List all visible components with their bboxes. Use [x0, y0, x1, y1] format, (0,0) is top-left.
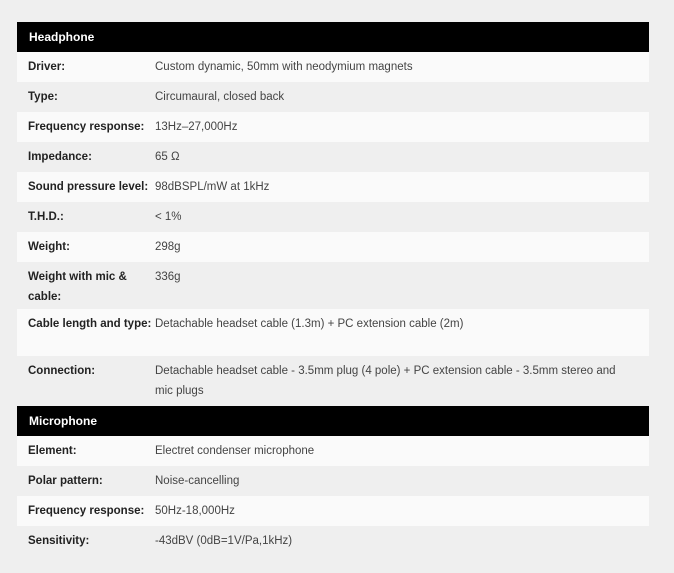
spec-label: Polar pattern: — [28, 475, 103, 487]
spec-label: T.H.D.: — [28, 211, 64, 223]
spec-value: Detachable headset cable - 3.5mm plug (4 pole) + PC extension cable - 3.5mm stereo and mic plugs — [155, 365, 616, 397]
spec-row-polar-pattern — [17, 466, 649, 496]
spec-row-sensitivity — [17, 526, 649, 556]
spec-value: Circumaural, closed back — [155, 91, 285, 103]
spec-value: 65 Ω — [155, 151, 180, 163]
spec-label: Frequency response: — [28, 121, 145, 133]
spec-row-mic-frequency-response — [17, 496, 649, 526]
spec-value: 50Hz-18,000Hz — [155, 505, 235, 517]
spec-label: Type: — [28, 91, 58, 103]
section-header-headphone: Headphone — [17, 22, 649, 52]
spec-row-frequency-response — [17, 112, 649, 142]
spec-table — [17, 22, 649, 556]
spec-value: Electret condenser microphone — [155, 445, 315, 457]
spec-value: Detachable headset cable (1.3m) + PC extension cable (2m) — [155, 318, 464, 330]
spec-row-cable-length-type — [17, 309, 649, 356]
spec-label: Weight with mic & cable: — [28, 271, 127, 303]
spec-row-sound-pressure-level — [17, 172, 649, 202]
spec-row-element — [17, 436, 649, 466]
spec-label: Weight: — [28, 241, 70, 253]
spec-row-weight — [17, 232, 649, 262]
section-header-microphone: Microphone — [17, 406, 649, 436]
spec-row-type — [17, 82, 649, 112]
spec-value: 336g — [155, 271, 181, 283]
spec-row-thd — [17, 202, 649, 232]
spec-value: 13Hz–27,000Hz — [155, 121, 238, 133]
spec-row-driver — [17, 52, 649, 82]
spec-row-weight-with-mic-cable — [17, 262, 649, 309]
spec-row-connection — [17, 356, 649, 406]
spec-value: Noise-cancelling — [155, 475, 240, 487]
spec-value: 298g — [155, 241, 181, 253]
spec-label: Impedance: — [28, 151, 92, 163]
spec-value: -43dBV (0dB=1V/Pa,1kHz) — [155, 535, 293, 547]
spec-label: Element: — [28, 445, 77, 457]
spec-label: Sensitivity: — [28, 535, 90, 547]
spec-value: < 1% — [155, 211, 182, 223]
spec-label: Connection: — [28, 365, 96, 377]
spec-row-impedance — [17, 142, 649, 172]
spec-label: Frequency response: — [28, 505, 145, 517]
spec-value: 98dBSPL/mW at 1kHz — [155, 181, 270, 193]
spec-label: Driver: — [28, 61, 66, 73]
spec-value: Custom dynamic, 50mm with neodymium magnets — [155, 61, 413, 73]
spec-label: Cable length and type: — [28, 318, 152, 330]
spec-label: Sound pressure level: — [28, 181, 149, 193]
